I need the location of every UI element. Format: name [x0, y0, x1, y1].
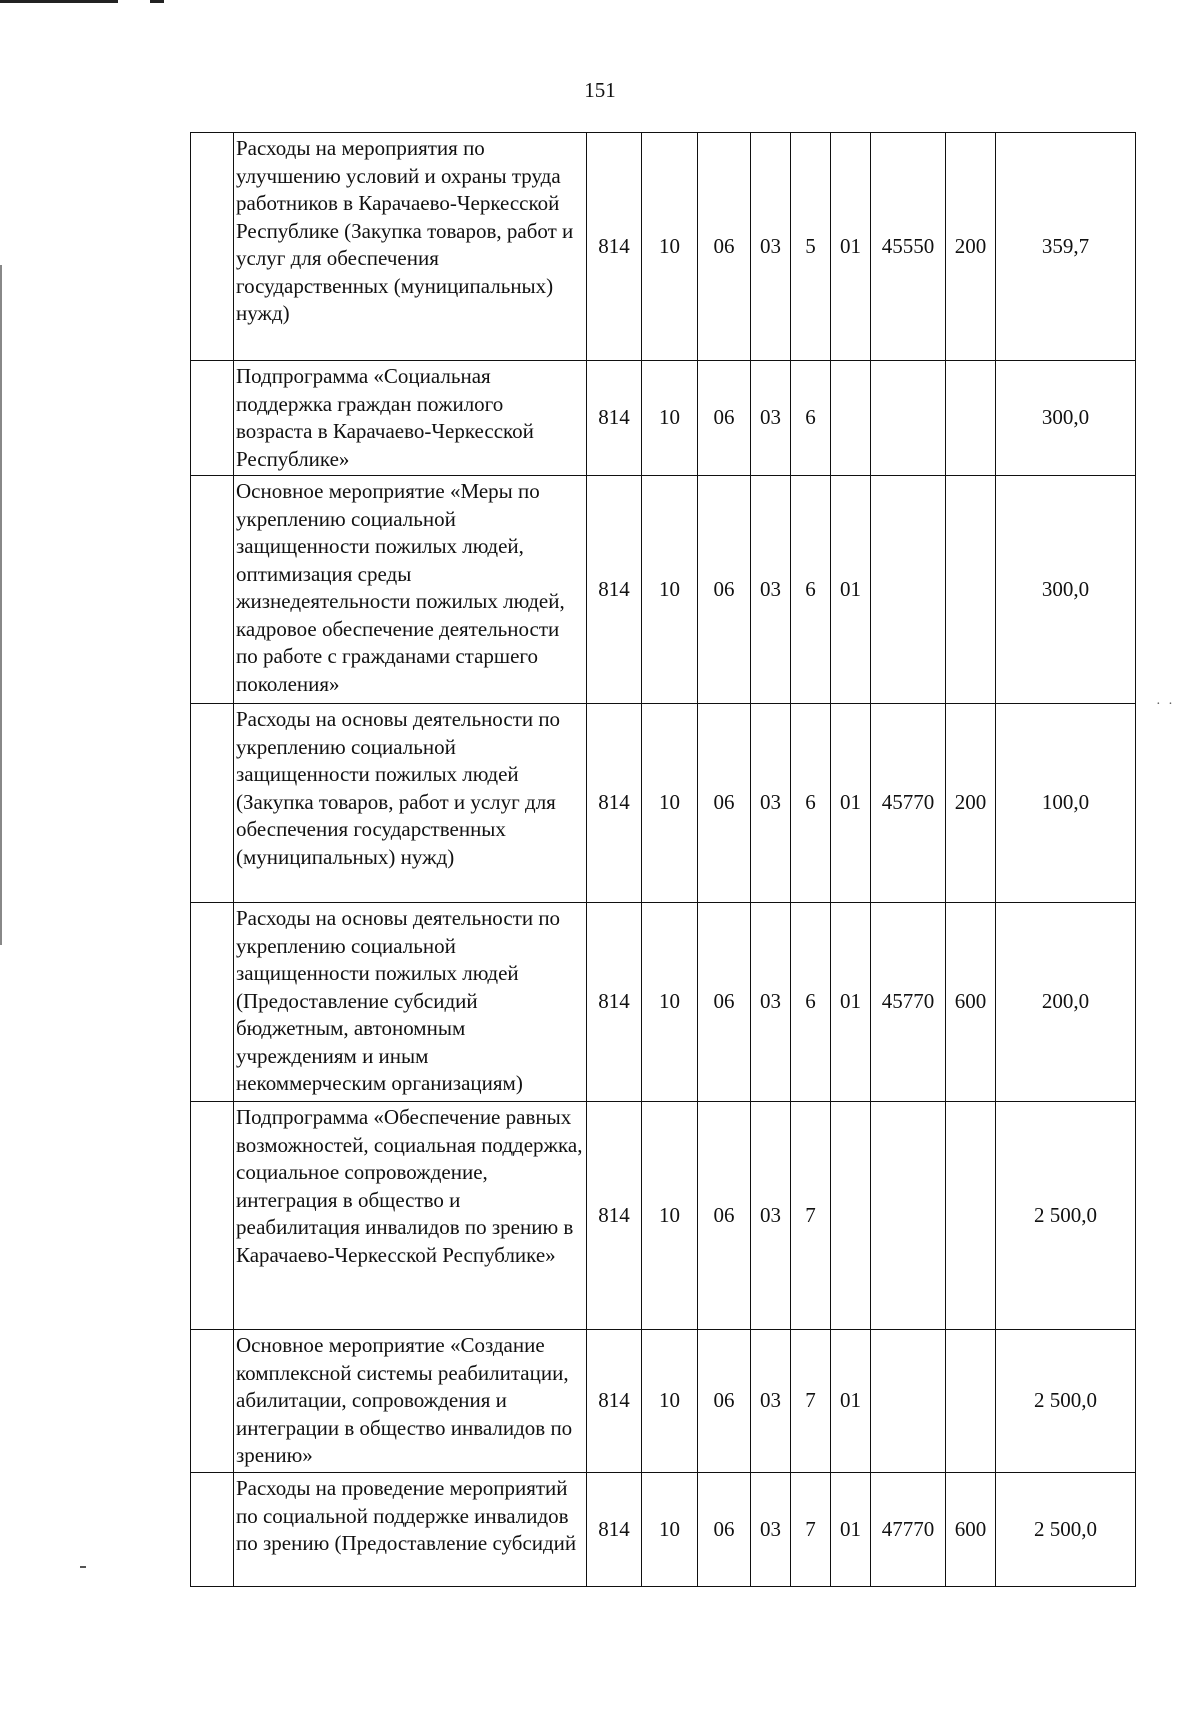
description-cell: Расходы на мероприятия по улучшению условий и охраны труда работников в Карачаево-Черкесской Республике (Закупка товаров, работ и услуг для обеспечения государственных (муниципальных) нужд) — [234, 133, 587, 361]
ministry-code-cell: 814 — [587, 704, 642, 903]
amount-cell: 359,7 — [996, 133, 1136, 361]
table-row — [191, 1102, 1136, 1330]
budget-table — [190, 132, 1136, 1587]
activity-code-cell: 01 — [831, 704, 871, 903]
subprogram-code-cell: 5 — [791, 133, 831, 361]
activity-code-cell: 01 — [831, 1330, 871, 1473]
scan-artifact-left-edge — [0, 265, 2, 945]
expense-type-cell: 600 — [946, 1473, 996, 1587]
subprogram-code-cell: 7 — [791, 1102, 831, 1330]
expense-type-cell — [946, 361, 996, 476]
row-number-cell — [191, 1473, 234, 1587]
section-code-cell: 10 — [642, 1330, 698, 1473]
program-code-cell: 03 — [751, 476, 791, 704]
expense-direction-cell — [871, 1330, 946, 1473]
activity-code-cell: 01 — [831, 133, 871, 361]
table-row — [191, 704, 1136, 903]
expense-direction-cell — [871, 1102, 946, 1330]
table-row — [191, 1473, 1136, 1587]
subprogram-code-cell: 6 — [791, 361, 831, 476]
row-number-cell — [191, 704, 234, 903]
subsection-code-cell: 06 — [698, 704, 751, 903]
amount-cell: 300,0 — [996, 361, 1136, 476]
row-number-cell — [191, 903, 234, 1102]
row-number-cell — [191, 133, 234, 361]
expense-type-cell — [946, 1102, 996, 1330]
subsection-code-cell: 06 — [698, 133, 751, 361]
activity-code-cell — [831, 361, 871, 476]
table-row — [191, 476, 1136, 704]
budget-table-body — [191, 133, 1136, 1587]
description-cell: Подпрограмма «Социальная поддержка граждан пожилого возраста в Карачаево-Черкесской Республике» — [234, 361, 587, 476]
subprogram-code-cell: 6 — [791, 903, 831, 1102]
ministry-code-cell: 814 — [587, 1473, 642, 1587]
amount-cell: 200,0 — [996, 903, 1136, 1102]
activity-code-cell: 01 — [831, 476, 871, 704]
section-code-cell: 10 — [642, 133, 698, 361]
description-cell: Основное мероприятие «Меры по укреплению социальной защищенности пожилых людей, оптимизация среды жизнедеятельности пожилых людей, кадровое обеспечение деятельности по работе с гражданами старшего поколения» — [234, 476, 587, 704]
program-code-cell: 03 — [751, 704, 791, 903]
ministry-code-cell: 814 — [587, 133, 642, 361]
subsection-code-cell: 06 — [698, 361, 751, 476]
subprogram-code-cell: 6 — [791, 476, 831, 704]
expense-type-cell — [946, 1330, 996, 1473]
activity-code-cell — [831, 1102, 871, 1330]
program-code-cell: 03 — [751, 1473, 791, 1587]
table-row — [191, 903, 1136, 1102]
expense-type-cell — [946, 476, 996, 704]
expense-direction-cell: 45770 — [871, 704, 946, 903]
subprogram-code-cell: 7 — [791, 1473, 831, 1587]
subsection-code-cell: 06 — [698, 476, 751, 704]
scan-artifact-dots: · · — [1156, 697, 1175, 712]
row-number-cell — [191, 361, 234, 476]
ministry-code-cell: 814 — [587, 1102, 642, 1330]
ministry-code-cell: 814 — [587, 361, 642, 476]
description-cell: Расходы на проведение мероприятий по социальной поддержке инвалидов по зрению (Предоставление субсидий — [234, 1473, 587, 1587]
table-row — [191, 1330, 1136, 1473]
subprogram-code-cell: 6 — [791, 704, 831, 903]
subprogram-code-cell: 7 — [791, 1330, 831, 1473]
expense-direction-cell: 45770 — [871, 903, 946, 1102]
expense-direction-cell: 45550 — [871, 133, 946, 361]
ministry-code-cell: 814 — [587, 476, 642, 704]
program-code-cell: 03 — [751, 1102, 791, 1330]
program-code-cell: 03 — [751, 361, 791, 476]
description-cell: Подпрограмма «Обеспечение равных возможностей, социальная поддержка, социальное сопровождение, интеграция в общество и реабилитация инвалидов по зрению в Карачаево-Черкесской Республике» — [234, 1102, 587, 1330]
amount-cell: 2 500,0 — [996, 1330, 1136, 1473]
ministry-code-cell: 814 — [587, 1330, 642, 1473]
expense-type-cell: 200 — [946, 133, 996, 361]
amount-cell: 2 500,0 — [996, 1102, 1136, 1330]
section-code-cell: 10 — [642, 903, 698, 1102]
amount-cell: 100,0 — [996, 704, 1136, 903]
amount-cell: 300,0 — [996, 476, 1136, 704]
page-number: 151 — [584, 78, 616, 102]
scan-artifact-top-dash — [150, 0, 164, 3]
expense-direction-cell — [871, 361, 946, 476]
expense-type-cell: 600 — [946, 903, 996, 1102]
activity-code-cell: 01 — [831, 903, 871, 1102]
ministry-code-cell: 814 — [587, 903, 642, 1102]
subsection-code-cell: 06 — [698, 903, 751, 1102]
expense-type-cell: 200 — [946, 704, 996, 903]
expense-direction-cell: 47770 — [871, 1473, 946, 1587]
section-code-cell: 10 — [642, 361, 698, 476]
section-code-cell: 10 — [642, 704, 698, 903]
program-code-cell: 03 — [751, 133, 791, 361]
section-code-cell: 10 — [642, 476, 698, 704]
expense-direction-cell — [871, 476, 946, 704]
scan-artifact-dash — [80, 1566, 86, 1568]
table-row — [191, 361, 1136, 476]
row-number-cell — [191, 1102, 234, 1330]
subsection-code-cell: 06 — [698, 1473, 751, 1587]
scan-artifact-top-line — [0, 0, 118, 3]
description-cell: Основное мероприятие «Создание комплексной системы реабилитации, абилитации, сопровождения и интеграции в общество инвалидов по зрению» — [234, 1330, 587, 1473]
description-cell: Расходы на основы деятельности по укреплению социальной защищенности пожилых людей (Закупка товаров, работ и услуг для обеспечения государственных (муниципальных) нужд) — [234, 704, 587, 903]
subsection-code-cell: 06 — [698, 1102, 751, 1330]
row-number-cell — [191, 1330, 234, 1473]
program-code-cell: 03 — [751, 1330, 791, 1473]
section-code-cell: 10 — [642, 1102, 698, 1330]
description-cell: Расходы на основы деятельности по укреплению социальной защищенности пожилых людей (Предоставление субсидий бюджетным, автономным учреждениям и иным некоммерческим организациям) — [234, 903, 587, 1102]
amount-cell: 2 500,0 — [996, 1473, 1136, 1587]
section-code-cell: 10 — [642, 1473, 698, 1587]
program-code-cell: 03 — [751, 903, 791, 1102]
activity-code-cell: 01 — [831, 1473, 871, 1587]
subsection-code-cell: 06 — [698, 1330, 751, 1473]
row-number-cell — [191, 476, 234, 704]
table-row — [191, 133, 1136, 361]
